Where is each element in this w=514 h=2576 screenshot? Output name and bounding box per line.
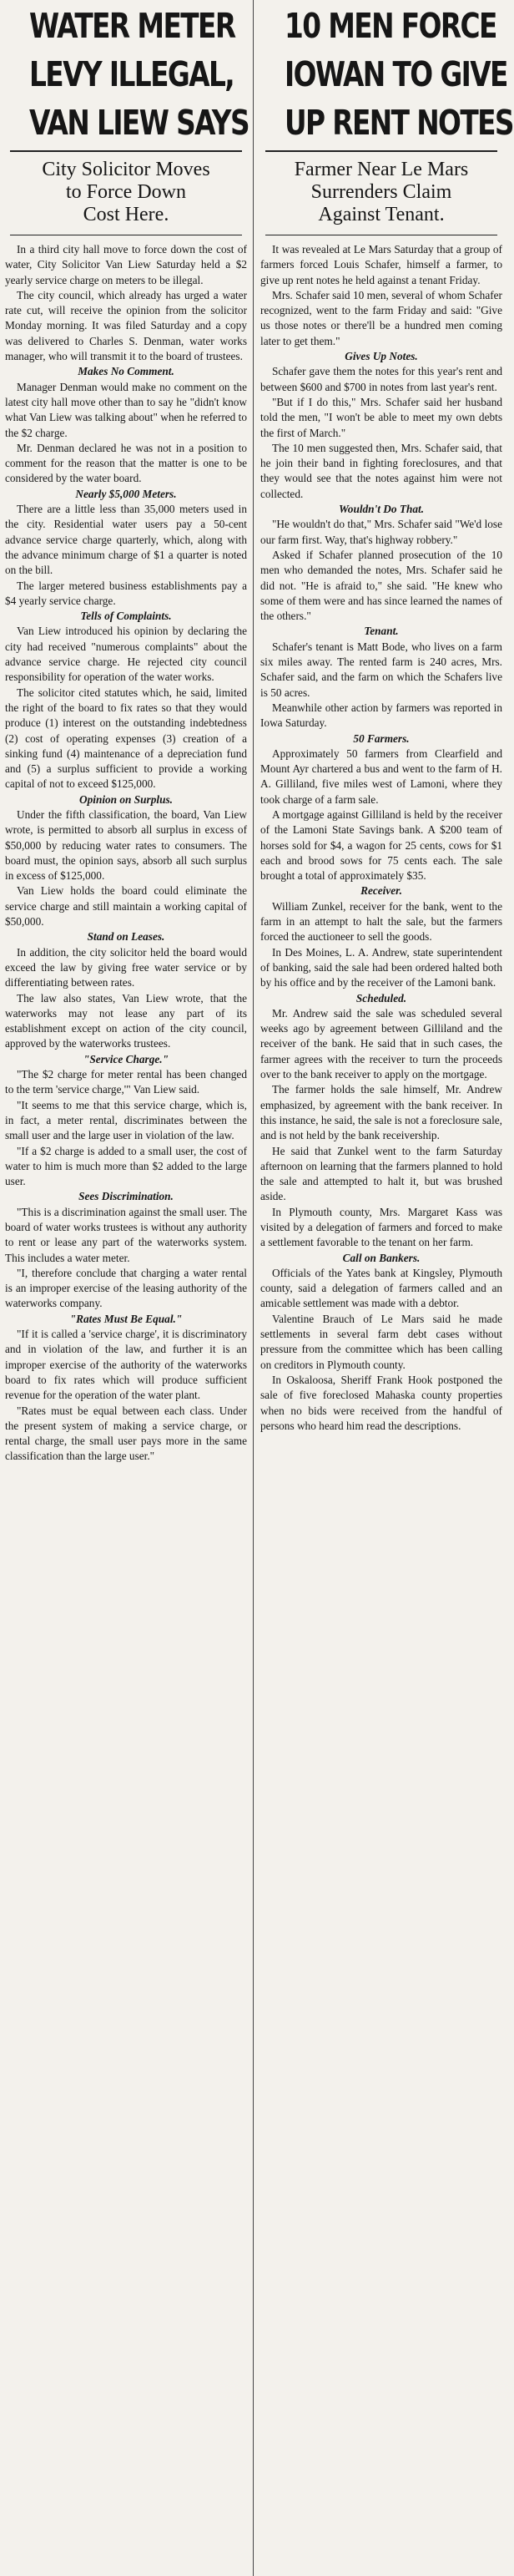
- subheading: Receiver.: [360, 884, 402, 898]
- subheading: Stand on Leases.: [87, 930, 165, 944]
- left-deck: [10, 150, 242, 235]
- paragraph: "The $2 charge for meter rental has been changed to the term 'service charge,'" Van Liew said.: [5, 1068, 247, 1096]
- paragraph: "If a $2 charge is added to a small user, the cost of water to him is much more than $2 added to the large user.: [5, 1144, 247, 1188]
- paragraph: Mr. Denman declared he was not in a position to comment for the reason that the matter is one to be considered by the water board.: [5, 441, 247, 485]
- subheading: 50 Farmers.: [353, 731, 410, 745]
- paragraph: Mrs. Schafer said 10 men, several of whom Schafer recognized, went to the farm Friday and said: "Give us those notes or there'll be a hundred men coming later to get them.": [260, 288, 502, 347]
- subheading: Wouldn't Do That.: [338, 503, 425, 516]
- paragraph: The larger metered business establishments pay a $4 yearly service charge.: [5, 579, 247, 607]
- paragraph: In a third city hall move to force down the cost of water, City Solicitor Van Liew Saturday held a $2 yearly service charge on meters to be illegal.: [5, 243, 247, 286]
- paragraph: Meanwhile other action by farmers was reported in Iowa Saturday.: [260, 701, 502, 730]
- paragraph: Under the fifth classification, the board, Van Liew wrote, is permitted to absorb all surplus in excess of $50,000 by reducing water rates to consumers. The board must, the opinion says, absorb all such surplus in excess of $125,000.: [5, 807, 247, 883]
- paragraph: "But if I do this," Mrs. Schafer said her husband told the men, "I won't be able to meet my own debts the first of March.": [260, 395, 502, 439]
- paragraph: There are a little less than 35,000 meters used in the city. Residential water users pay a 50-cent advance service charge quarterly, which, along with the advance minimum charge of $1 a quarter is noted on the bill.: [5, 503, 247, 577]
- paragraph: "He wouldn't do that," Mrs. Schafer said "We'd lose our farm first. Way, that's highway robbery.": [260, 518, 502, 546]
- right-headline-line: IOWAN TO GIVE: [285, 54, 507, 94]
- right-article-body: [260, 242, 502, 1434]
- paragraph: The law also states, Van Liew wrote, that the waterworks may not lease any part of its establishment except on action of the city council, approved by the waterworks trustees.: [5, 991, 247, 1050]
- left-headline-line: LEVY ILLEGAL,: [29, 54, 234, 94]
- subheading: "Service Charge.": [83, 1052, 169, 1065]
- paragraph: Officials of the Yates bank at Kingsley, Plymouth county, said a delegation of farmers called and an amicable settlement was made with a debtor.: [260, 1266, 502, 1310]
- paragraph: Mr. Andrew said the sale was scheduled several weeks ago by agreement between Gilliland and the receiver of the bank. He said that in such cases, the farmer agrees with the receiver to turn the proceeds over to the bank receiver to apply on the mortgage.: [260, 1006, 502, 1081]
- right-deck-line: Against Tenant.: [318, 204, 445, 225]
- subheading: Nearly $5,000 Meters.: [75, 487, 177, 500]
- left-article-body: [5, 242, 247, 1465]
- right-deck-line: Surrenders Claim: [310, 181, 452, 203]
- paragraph: "If it is called a 'service charge', it is discriminatory and in violation of the law, and further it is an improper exercise of the authority of the waterworks board to fix rates which will produce sufficient revenue for the operation of the water plant.: [5, 1328, 247, 1402]
- paragraph: He said that Zunkel went to the farm Saturday afternoon on learning that the farmers planned to hold the sale and attempted to halt it, but was brushed aside.: [260, 1144, 502, 1203]
- right-deck-line: Farmer Near Le Mars: [294, 159, 469, 180]
- left-deck-line: City Solicitor Moves: [42, 159, 210, 180]
- paragraph: Schafer's tenant is Matt Bode, who lives on a farm six miles away. The rented farm is 240 acres, Mrs. Schafer said, and the farm on which the Schafers live is 50 acres.: [260, 640, 502, 699]
- left-deck-line: Cost Here.: [83, 204, 169, 225]
- paragraph: "Rates must be equal between each class. Under the present system of making a service charge, or rental charge, the small user pays more in the same classification than the large user.": [5, 1404, 247, 1463]
- paragraph: "It seems to me that this service charge, which is, in fact, a meter rental, discriminates between the small user and the large user in violation of the law.: [5, 1098, 247, 1142]
- paragraph: Van Liew introduced his opinion by declaring the city had received "numerous complaints" about the advance service charge. He rejected city council responsibility for operation of the water works.: [5, 625, 247, 684]
- subheading: Sees Discrimination.: [78, 1190, 174, 1203]
- paragraph: In Des Moines, L. A. Andrew, state superintendent of banking, said the sale had been ordered halted both by his office and by the receiver of the Lamoni bank.: [260, 945, 502, 989]
- paragraph: The solicitor cited statutes which, he said, limited the right of the board to fix rates so that they would produce (1) interest on the outstanding indebtedness (2) cost of operating expenses (3) creation of a sinking fund (4) maintenance of a depreciation fund and (5) a surplus sufficient to provide a working capital of not to exceed $125,000.: [5, 686, 247, 791]
- left-headline-line: WATER METER: [29, 6, 235, 46]
- left-deck-line: to Force Down: [66, 181, 186, 203]
- subheading: "Rates Must Be Equal.": [69, 1312, 183, 1325]
- right-headline-line: UP RENT NOTES: [285, 103, 513, 143]
- paragraph: "I, therefore conclude that charging a water rental is an improper exercise of the leasing authority of the waterworks company.: [5, 1266, 247, 1310]
- paragraph: Asked if Schafer planned prosecution of the 10 men who demanded the notes, Mrs. Schafer said he did not. "He is afraid to," she said. "He knew who some of them were and has since learned the names of the others.": [260, 548, 502, 623]
- subheading: Scheduled.: [355, 991, 407, 1005]
- paragraph: The farmer holds the sale himself, Mr. Andrew emphasized, by agreement with the bank receiver. In this instance, he said, the sale is not a foreclosure sale, and is not held by the bank receivership.: [260, 1083, 502, 1142]
- subheading: Tenant.: [364, 625, 399, 638]
- paragraph: Van Liew holds the board could eliminate the service charge and still maintain a working capital of $50,000.: [5, 884, 247, 929]
- paragraph: The city council, which already has urged a water rate cut, will receive the opinion from the solicitor Monday morning. It was filed Saturday and a copy was delivered to Charles S. Denman, water works manager, who will transmit it to the board of trustees.: [5, 288, 247, 363]
- subheading: Tells of Complaints.: [80, 610, 172, 623]
- right-headline-line: 10 MEN FORCE: [285, 6, 496, 46]
- paragraph: In addition, the city solicitor held the board would exceed the law by giving free water service or by differentiating between rates.: [5, 945, 247, 989]
- paragraph: William Zunkel, receiver for the bank, went to the farm in an attempt to halt the sale, but the farmers forced the auctioneer to sell the goods.: [260, 899, 502, 944]
- paragraph: It was revealed at Le Mars Saturday that a group of farmers forced Louis Schafer, himself a farmer, to give up rent notes he held against a tenant Friday.: [260, 243, 502, 286]
- paragraph: Schafer gave them the notes for this year's rent and between $600 and $700 in notes from last year's rent.: [260, 365, 502, 393]
- paragraph: "This is a discrimination against the small user. The board of water works trustees is without any authority to rent or lease any part of the waterworks system. This includes a water meter.: [5, 1205, 247, 1264]
- paragraph: Valentine Brauch of Le Mars said he made settlements in several farm debt cases without pressure from the committee which has been calling on creditors in Plymouth county.: [260, 1312, 502, 1371]
- subheading: Gives Up Notes.: [345, 350, 418, 363]
- paragraph: The 10 men suggested then, Mrs. Schafer said, that he join their band in fighting foreclosures, and that they would see that the notes against him were not collected.: [260, 441, 502, 500]
- paragraph: In Oskaloosa, Sheriff Frank Hook postponed the sale of five foreclosed Mahaska county properties when no bids were received from the handful of persons who heard him read the descriptions.: [260, 1373, 502, 1432]
- left-article: [0, 0, 250, 1465]
- paragraph: Approximately 50 farmers from Clearfield and Mount Ayr chartered a bus and went to the farm of H. A. Gilliland, five miles west of Lamoni, where they took charge of a farm sale.: [260, 746, 502, 806]
- left-headline-line: VAN LIEW SAYS: [29, 103, 249, 143]
- subheading: Opinion on Surplus.: [79, 792, 173, 806]
- subheading: Makes No Comment.: [78, 365, 174, 378]
- paragraph: In Plymouth county, Mrs. Margaret Kass was visited by a delegation of farmers and forced to make a settlement favorable to the tenant on her farm.: [260, 1205, 502, 1249]
- right-headline: [285, 2, 513, 147]
- right-deck: [265, 150, 497, 235]
- right-article: [257, 0, 513, 1434]
- paragraph: A mortgage against Gilliland is held by the receiver of the Lamoni State Savings bank. A $200 team of horses sold for $4, a wagon for 25 cents, cows for $1 each and brood sows for 75 cents each. The sale brought a total of approximately $35.: [260, 807, 502, 883]
- left-headline: [29, 2, 249, 147]
- column-rule: [253, 0, 254, 2576]
- paragraph: Manager Denman would make no comment on the latest city hall move other than to say he "didn't know what Van Liew was talking about" when he referred to the $2 charge.: [5, 380, 247, 439]
- subheading: Call on Bankers.: [342, 1251, 421, 1264]
